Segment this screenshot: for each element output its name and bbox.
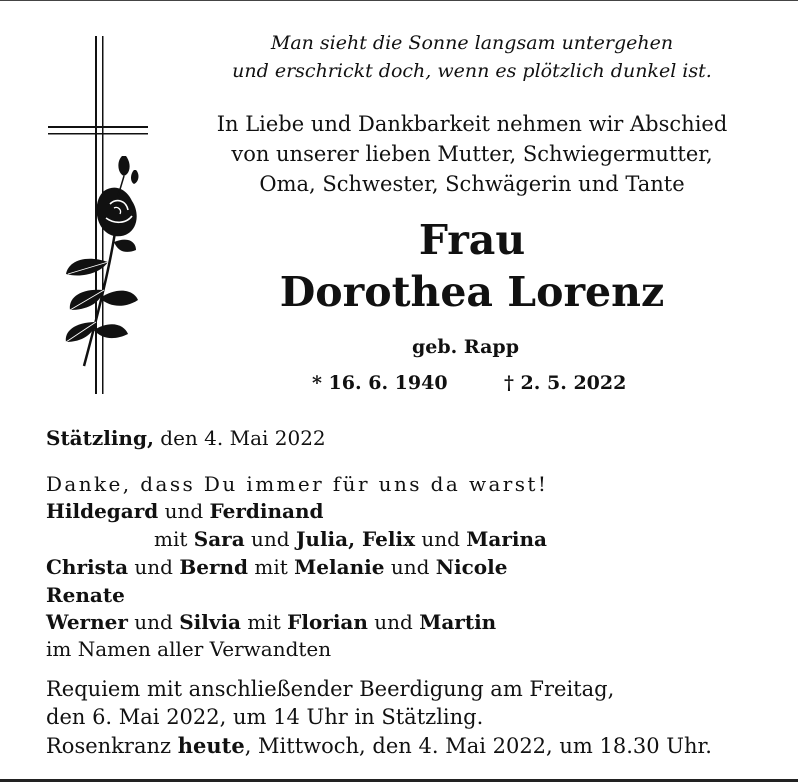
mourners-row-6: im Namen aller Verwandten [46,637,332,661]
mourners-row-3: Christa und Bernd mit Melanie und Nicole [46,555,508,579]
date: den 4. Mai 2022 [153,426,326,450]
place: Stätzling, [46,426,154,450]
service-line-1: Requiem mit anschließender Beerdigung am Freitag, [46,677,615,701]
intro-line-3: Oma, Schwester, Schwägerin und Tante [259,172,685,196]
intro-line-1: In Liebe und Dankbarkeit nehmen wir Abschied [216,112,728,136]
intro-line-2: von unserer lieben Mutter, Schwiegermutter, [231,142,713,166]
quote-line-1: Man sieht die Sonne langsam untergehen [270,32,674,54]
cross-with-rose-icon [44,36,156,398]
mourners-row-5: Werner und Silvia mit Florian und Martin [46,610,497,634]
deceased-title: Frau [418,216,526,264]
mourners-row-4: Renate [46,583,125,607]
birth-name: geb. Rapp [412,336,519,358]
service-line-3: Rosenkranz heute, Mittwoch, den 4. Mai 2022, um 18.30 Uhr. [46,733,712,758]
quote-line-2: und erschrickt doch, wenn es plötzlich dunkel ist. [232,60,712,82]
birth-date: * 16. 6. 1940 [312,372,448,394]
death-date: † 2. 5. 2022 [504,372,627,394]
place-date [46,426,326,450]
thanks-line: Danke, dass Du immer für uns da warst! [46,472,549,496]
mourners-row-2: mit Sara und Julia, Felix und Marina [154,527,548,551]
service-line-2: den 6. Mai 2022, um 14 Uhr in Stätzling. [46,705,484,729]
deceased-name: Dorothea Lorenz [279,268,665,316]
mourners-row-1: Hildegard und Ferdinand [46,499,324,523]
